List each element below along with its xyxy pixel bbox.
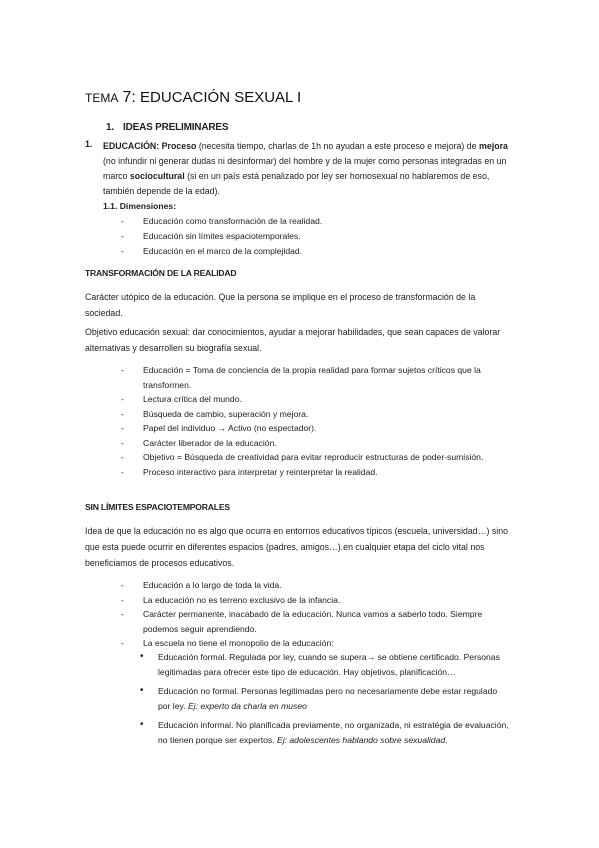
sinlimites-list: [121, 578, 511, 651]
heading-transformacion: TRANSFORMACIÓN DE LA REALIDAD: [85, 268, 237, 278]
title-tema: TEMA: [85, 91, 119, 105]
section-number: 1.: [106, 122, 114, 133]
list-item: - Educación = Toma de conciencia de la propia realidad para formar sujetos críticos que la transformen.: [121, 363, 511, 392]
list-item: - Educación en el marco de la complejidad.: [121, 244, 521, 259]
list-item: - Educación sin límites espaciotemporales.: [121, 229, 521, 244]
informal-example: Ej: adolescentes hablando sobre sexualidad: [276, 735, 446, 745]
edu-text-2: (no infundir ni generar dudas ni desinformar) del hombre y de la mujer como personas integradas en un marco: [103, 156, 507, 181]
list-item: - Carácter liberador de la educación.: [121, 436, 511, 451]
title-number: 7:: [122, 89, 136, 106]
edu-term: EDUCACIÓN:: [103, 141, 160, 151]
section-label: IDEAS PRELIMINARES: [123, 122, 229, 133]
noformal-example: Ej: experto da charla en museo: [187, 701, 307, 711]
dimensiones-list: [121, 214, 521, 259]
transform-list: [121, 363, 511, 479]
list-item: - Carácter permanente, inacabado de la educación. Nunca vamos a saberlo todo. Siempre podemos seguir aprendiendo.: [121, 607, 511, 636]
education-type-noformal: [140, 684, 510, 714]
education-types-list: [140, 650, 510, 752]
paragraph: Objetivo educación sexual: dar conocimientos, ayudar a mejorar habilidades, que sean capaces de valorar alternativas y desarrollen su biografía sexual.: [85, 327, 501, 353]
noformal-text: Educación no formal. Personas legitimadas pero no necesariamente debe estar regulado por ley.: [158, 686, 498, 711]
list-item: - Educación a lo largo de toda la vida.: [121, 578, 511, 593]
list-item: - Proceso interactivo para interpretar y reinterpretar la realidad.: [121, 465, 511, 480]
paragraph: Carácter utópico de la educación. Que la persona se implique en el proceso de transformación de la sociedad.: [85, 292, 476, 318]
edu-text-3: (si en un país está penalizado por ley ser homosexual no hablaremos de eso, también depende de la edad).: [103, 171, 490, 196]
page-title: [85, 89, 301, 107]
item-number: 1.: [85, 139, 93, 149]
list-item: - Búsqueda de cambio, superación y mejora.: [121, 407, 511, 422]
heading-sin-limites: SIN LÍMITES ESPACIOTEMPORALES: [85, 502, 230, 512]
edu-text-1: (necesita tiempo, charlas de 1h no ayudan a este proceso e mejora) de: [196, 141, 480, 151]
dimensiones-label: 1.1. Dimensiones:: [103, 201, 177, 211]
edu-mejora: mejora: [479, 141, 508, 151]
list-item: - Educación como transformación de la realidad.: [121, 214, 521, 229]
educacion-definition: [103, 139, 523, 199]
paragraph: Idea de que la educación no es algo que ocurra en entornos educativos típicos (escuela, universidad…) sino que esta puede ocurrir en diferentes espacios (padres, amigos…).en cualquier etapa del ciclo vital nos beneficiamos de procesos educativos.: [85, 526, 509, 568]
list-item: - Papel del individuo → Activo (no espectador).: [121, 421, 511, 436]
list-item: - La escuela no tiene el monopolio de la educación:: [121, 636, 511, 651]
title-text: EDUCACIÓN SEXUAL I: [140, 89, 302, 106]
informal-text: Educación informal. No planificada previamente, no organizada, ni estratégia de evaluación, no tienen porque ser expertos.: [158, 720, 509, 745]
section-heading-ideas: [106, 122, 228, 133]
edu-sociocultural: sociocultural: [129, 171, 185, 181]
list-item: - Objetivo = Búsqueda de creatividad para evitar reproducir estructuras de poder-sumisión.: [121, 450, 511, 465]
education-type-formal: • Educación formal. Regulada por ley, cuando se supera→ se obtiene certificado. Personas legitimadas para ofrecer este tipo de educación. Hay objetivos, planificación…: [140, 650, 510, 680]
education-type-informal: [140, 718, 510, 748]
edu-proceso: Proceso: [161, 141, 197, 151]
list-item: - Lectura crítica del mundo.: [121, 392, 511, 407]
list-item: - La educación no es terreno exclusivo de la infancia.: [121, 593, 511, 608]
informal-end: .: [445, 735, 448, 745]
